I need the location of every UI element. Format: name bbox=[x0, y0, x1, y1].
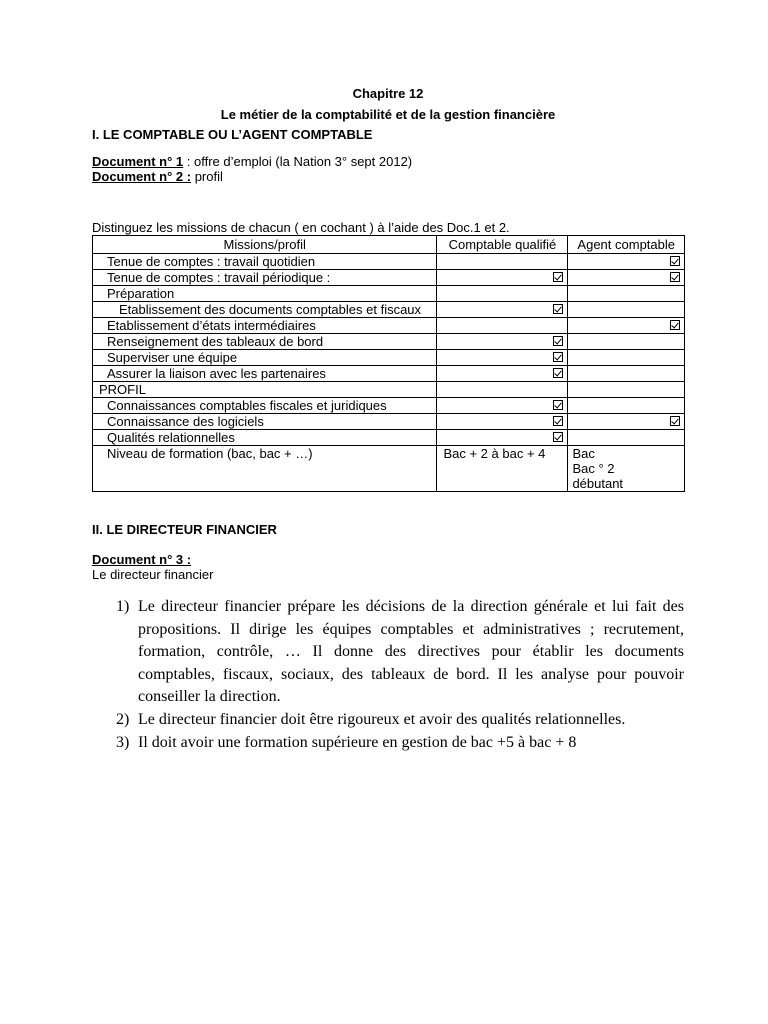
item-number: 2) bbox=[116, 710, 130, 728]
table-header-row bbox=[93, 236, 685, 254]
agent-cell bbox=[568, 334, 685, 350]
formation-agent bbox=[568, 446, 685, 492]
mission-label: Renseignement des tableaux de bord bbox=[93, 334, 437, 350]
checked-box-icon[interactable] bbox=[553, 368, 563, 378]
checked-box-icon[interactable] bbox=[553, 304, 563, 314]
mission-label: Tenue de comptes : travail périodique : bbox=[93, 270, 437, 286]
chapter-title: Chapitre 12 bbox=[352, 86, 424, 101]
comptable-cell bbox=[437, 398, 568, 414]
agent-cell bbox=[568, 398, 685, 414]
document-2-text: profil bbox=[191, 169, 223, 184]
document-1-line bbox=[92, 154, 684, 169]
agent-cell bbox=[568, 350, 685, 366]
table-row bbox=[93, 366, 685, 382]
mission-label: Assurer la liaison avec les partenaires bbox=[93, 366, 437, 382]
missions-table bbox=[92, 235, 685, 492]
checked-box-icon[interactable] bbox=[553, 416, 563, 426]
item-text: Il doit avoir une formation supérieure en gestion de bac +5 à bac + 8 bbox=[138, 733, 577, 751]
document-3-block bbox=[92, 552, 684, 582]
checked-box-icon[interactable] bbox=[553, 400, 563, 410]
agent-cell bbox=[568, 430, 685, 446]
mission-label: Connaissances comptables fiscales et juridiques bbox=[93, 398, 437, 414]
director-items-list bbox=[92, 596, 684, 754]
formation-agent-line-1: Bac bbox=[572, 446, 595, 461]
agent-cell bbox=[568, 270, 685, 286]
agent-cell bbox=[568, 414, 685, 430]
checked-box-icon[interactable] bbox=[670, 256, 680, 266]
mission-label: Préparation bbox=[93, 286, 437, 302]
table-row bbox=[93, 382, 685, 398]
section-1-heading: I. LE COMPTABLE OU L’AGENT COMPTABLE bbox=[92, 127, 373, 142]
mission-label: Qualités relationnelles bbox=[93, 430, 437, 446]
list-item bbox=[92, 596, 684, 709]
header-missions: Missions/profil bbox=[93, 236, 437, 254]
document-1-label: Document n° 1 bbox=[92, 154, 184, 169]
agent-cell bbox=[568, 254, 685, 270]
table-row bbox=[93, 414, 685, 430]
document-2-label: Document n° 2 : bbox=[92, 169, 192, 184]
document-2-line bbox=[92, 169, 684, 184]
agent-cell bbox=[568, 382, 685, 398]
item-text: Le directeur financier doit être rigoureux et avoir des qualités relationnelles. bbox=[138, 710, 626, 728]
comptable-cell bbox=[437, 270, 568, 286]
comptable-cell bbox=[437, 366, 568, 382]
formation-row bbox=[93, 446, 685, 492]
formation-comptable: Bac + 2 à bac + 4 bbox=[437, 446, 568, 492]
header-comptable: Comptable qualifié bbox=[437, 236, 568, 254]
formation-agent-line-2: Bac ° 2 bbox=[572, 461, 615, 476]
agent-cell bbox=[568, 302, 685, 318]
document-3-label: Document n° 3 : bbox=[92, 552, 192, 567]
checked-box-icon[interactable] bbox=[553, 336, 563, 346]
table-row bbox=[93, 286, 685, 302]
table-body bbox=[93, 254, 685, 446]
table-row bbox=[93, 398, 685, 414]
checked-box-icon[interactable] bbox=[553, 352, 563, 362]
list-item bbox=[92, 709, 684, 732]
mission-label: Connaissance des logiciels bbox=[93, 414, 437, 430]
agent-cell bbox=[568, 366, 685, 382]
formation-agent-line-3: débutant bbox=[572, 476, 624, 491]
comptable-cell bbox=[437, 286, 568, 302]
table-row bbox=[93, 430, 685, 446]
document-3-text: Le directeur financier bbox=[92, 567, 214, 582]
item-number: 3) bbox=[116, 733, 130, 751]
item-text: Le directeur financier prépare les décisions de la direction générale et lui fait des propositions. Il dirige les équipes comptables et administratives ; recrutement, formation, contrôle, … Il donne des directives pour établir les documents comptables, fiscaux, sociaux, des tableaux de bord. Il les analyse pour pouvoir conseiller la direction. bbox=[138, 598, 684, 706]
table-row bbox=[93, 350, 685, 366]
comptable-cell bbox=[437, 334, 568, 350]
mission-label: Etablissement d’états intermédiaires bbox=[93, 318, 437, 334]
checked-box-icon[interactable] bbox=[553, 432, 563, 442]
agent-cell bbox=[568, 318, 685, 334]
table-row bbox=[93, 254, 685, 270]
table-row bbox=[93, 334, 685, 350]
comptable-cell bbox=[437, 414, 568, 430]
checked-box-icon[interactable] bbox=[670, 320, 680, 330]
comptable-cell bbox=[437, 318, 568, 334]
mission-label: Tenue de comptes : travail quotidien bbox=[93, 254, 437, 270]
checked-box-icon[interactable] bbox=[553, 272, 563, 282]
section-2-heading: II. LE DIRECTEUR FINANCIER bbox=[92, 522, 277, 537]
comptable-cell bbox=[437, 430, 568, 446]
table-row bbox=[93, 302, 685, 318]
mission-label: Etablissement des documents comptables et fiscaux bbox=[93, 302, 437, 318]
table-row bbox=[93, 318, 685, 334]
document-page bbox=[92, 84, 684, 754]
question-text: Distinguez les missions de chacun ( en cochant ) à l’aide des Doc.1 et 2. bbox=[92, 220, 510, 235]
formation-label: Niveau de formation (bac, bac + …) bbox=[93, 446, 437, 492]
checked-box-icon[interactable] bbox=[670, 272, 680, 282]
mission-label: Superviser une équipe bbox=[93, 350, 437, 366]
comptable-cell bbox=[437, 302, 568, 318]
comptable-cell bbox=[437, 254, 568, 270]
mission-label: PROFIL bbox=[93, 382, 437, 398]
list-item bbox=[92, 732, 684, 755]
chapter-subtitle: Le métier de la comptabilité et de la gestion financière bbox=[220, 107, 556, 122]
item-number: 1) bbox=[116, 598, 130, 615]
header-agent: Agent comptable bbox=[568, 236, 685, 254]
table-row bbox=[93, 270, 685, 286]
agent-cell bbox=[568, 286, 685, 302]
checked-box-icon[interactable] bbox=[670, 416, 680, 426]
document-1-text: : offre d’emploi (la Nation 3° sept 2012) bbox=[183, 154, 413, 169]
comptable-cell bbox=[437, 350, 568, 366]
comptable-cell bbox=[437, 382, 568, 398]
